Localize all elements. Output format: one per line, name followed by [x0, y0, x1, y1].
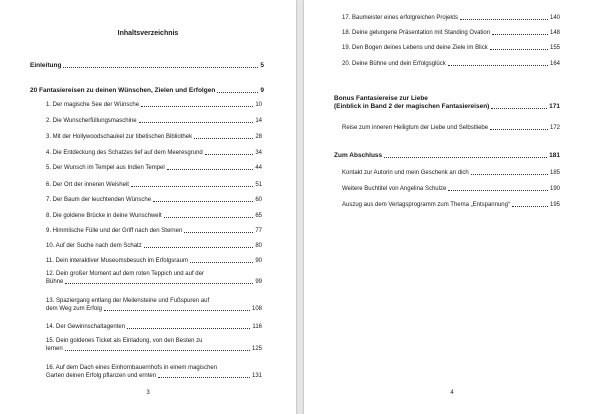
- toc-entry-page: 14: [255, 118, 262, 124]
- toc-entry[interactable]: [46, 270, 262, 286]
- dot-leader: [491, 108, 547, 109]
- dot-leader: [512, 206, 548, 207]
- toc-entry[interactable]: [342, 44, 560, 52]
- dot-leader: [63, 67, 258, 68]
- toc-entry[interactable]: [46, 164, 262, 172]
- toc-entry-page: 185: [549, 170, 560, 176]
- toc-entry[interactable]: [46, 364, 262, 380]
- dot-leader: [492, 34, 548, 35]
- page-number: 4: [450, 390, 454, 396]
- toc-entry-page: 65: [255, 213, 262, 219]
- dot-leader: [384, 157, 547, 158]
- dot-leader: [217, 92, 258, 93]
- toc-entry[interactable]: [342, 124, 560, 132]
- toc-entry[interactable]: [46, 181, 262, 189]
- toc-entry-title: 20 Fantasiereisen zu deinen Wünschen, Zielen und Erfolgen: [30, 87, 216, 94]
- toc-entry-title: 5. Der Wunsch im Tempel aus Indien Tempel: [46, 165, 165, 171]
- toc-entry[interactable]: [342, 185, 560, 193]
- toc-entry-page: 172: [549, 125, 560, 131]
- toc-entry[interactable]: [46, 117, 262, 125]
- toc-entry[interactable]: [46, 212, 262, 220]
- dot-leader: [194, 138, 253, 139]
- dot-leader: [65, 283, 253, 284]
- dot-leader: [190, 262, 253, 263]
- toc-entry-einleitung[interactable]: [30, 62, 264, 70]
- toc-entry-title-cont: Bühne: [46, 279, 64, 285]
- dot-leader: [139, 122, 254, 123]
- toc-entry-title: Weitere Buchtitel von Angelina Schulze: [342, 186, 447, 192]
- toc-entry-page: 155: [549, 45, 560, 51]
- toc-entry-page: 10: [255, 102, 262, 108]
- toc-entry-page: 34: [255, 150, 262, 156]
- toc-entry[interactable]: [46, 323, 262, 331]
- dot-leader: [144, 247, 254, 248]
- toc-entry-bonus[interactable]: [334, 95, 560, 111]
- toc-entry-page: 148: [549, 30, 560, 36]
- toc-entry-title: 11. Dein interaktiver Museumsbesuch im Erfolgsraum: [46, 258, 188, 264]
- toc-entry-page: 9: [260, 87, 264, 94]
- right-page: [304, 0, 600, 414]
- toc-entry-page: 44: [255, 165, 262, 171]
- toc-entry-page: 164: [549, 61, 560, 67]
- toc-entry-page: 171: [549, 103, 560, 110]
- dot-leader: [131, 186, 253, 187]
- dot-leader: [65, 350, 250, 351]
- toc-entry[interactable]: [46, 227, 262, 235]
- dot-leader: [104, 310, 250, 311]
- toc-entry-page: 108: [251, 306, 262, 312]
- toc-entry-page: 90: [255, 258, 262, 264]
- toc-entry-title-cont: Garten deinen Erfolg pflanzen und ernten: [46, 373, 157, 379]
- toc-entry-page: 28: [255, 134, 262, 140]
- toc-entry-page: 51: [255, 182, 262, 188]
- toc-entry-title: 15. Dein goldenes Ticket als Einladung, von den Besten zu: [46, 338, 203, 344]
- toc-entry-title: Einleitung: [30, 62, 62, 69]
- toc-entry[interactable]: [46, 257, 262, 265]
- dot-leader: [448, 65, 548, 66]
- toc-entry-title: Zum Abschluss: [334, 152, 383, 159]
- toc-entry-title: 4. Die Entdeckung des Schatzes tief auf dem Meeresgrund: [46, 150, 203, 156]
- toc-entry-title: 7. Der Baum der leuchtenden Wünsche: [46, 197, 152, 203]
- toc-entry-page: 190: [549, 186, 560, 192]
- toc-entry-page: 77: [255, 228, 262, 234]
- toc-entry-title-cont: dem Weg zum Erfolg: [46, 306, 102, 312]
- toc-entry[interactable]: [46, 149, 262, 157]
- toc-entry-title: Kontakt zur Autorin und mein Geschenk an dich: [342, 170, 469, 176]
- toc-section-main[interactable]: [30, 87, 264, 95]
- toc-entry-title: 18. Deine gelungene Präsentation mit Standing Ovation: [342, 30, 491, 36]
- dot-leader: [205, 154, 254, 155]
- dot-leader: [471, 174, 548, 175]
- toc-entry-title: Bonus Fantasiereise zur Liebe: [334, 95, 428, 102]
- toc-entry[interactable]: [342, 169, 560, 177]
- dot-leader: [127, 328, 250, 329]
- toc-entry[interactable]: [342, 60, 560, 68]
- toc-entry-title: 3. Mit der Hollywoodschaukel zur tibetischen Bibliothek: [46, 134, 193, 140]
- toc-entry-page: 80: [255, 243, 262, 249]
- toc-entry-title: 14. Der Gewinnschaltagenten: [46, 324, 126, 330]
- toc-entry[interactable]: [46, 196, 262, 204]
- left-page: [0, 0, 296, 414]
- toc-entry[interactable]: [46, 242, 262, 250]
- toc-entry-title: 20. Deine Bühne und dein Erfolgsglück: [342, 61, 446, 67]
- toc-entry-title: 9. Himmlische Fülle und der Griff nach den Sternen: [46, 228, 183, 234]
- dot-leader: [153, 201, 253, 202]
- toc-entry[interactable]: [342, 29, 560, 37]
- toc-entry-page: 140: [549, 15, 560, 21]
- toc-entry-title: Reise zum inneren Heiligtum der Liebe und Selbstliebe: [342, 125, 489, 131]
- dot-leader: [167, 169, 254, 170]
- toc-entry-title: 16. Auf dem Dach eines Einhornbauernhofs in einem magischen: [46, 365, 218, 371]
- toc-entry-title-cont: lernen: [46, 346, 63, 352]
- toc-entry-title: 10. Auf der Suche nach dem Schatz: [46, 243, 142, 249]
- dot-leader: [490, 129, 548, 130]
- toc-heading: Inhaltsverzeichnis: [117, 30, 179, 37]
- dot-leader: [158, 377, 250, 378]
- dot-leader: [141, 106, 253, 107]
- dot-leader: [164, 217, 254, 218]
- page-number: 3: [146, 390, 150, 396]
- dot-leader: [184, 232, 253, 233]
- toc-entry-title: 12. Dein großer Moment auf dem roten Teppich und auf der: [46, 271, 204, 277]
- dot-leader: [490, 49, 548, 50]
- toc-entry-page: 125: [251, 346, 262, 352]
- toc-entry-title: 6. Der Ort der inneren Weisheit: [46, 182, 129, 188]
- toc-entry[interactable]: [46, 297, 262, 313]
- toc-entry[interactable]: [46, 133, 262, 141]
- toc-entry[interactable]: [46, 337, 262, 353]
- toc-entry-title: Auszug aus dem Verlagsprogramm zum Thema „Entspannung“: [342, 202, 510, 208]
- toc-entry-title-cont: (Einblick in Band 2 der magischen Fantasiereisen): [334, 103, 490, 110]
- dot-leader: [448, 190, 548, 191]
- toc-entry-page: 60: [255, 197, 262, 203]
- toc-entry-abschluss[interactable]: [334, 152, 560, 160]
- toc-entry[interactable]: [342, 201, 560, 209]
- toc-entry-title: 19. Den Bogen deines Lebens und deine Ziele im Blick: [342, 45, 488, 51]
- toc-entry[interactable]: [46, 101, 262, 109]
- toc-entry-title: 13. Spaziergang entlang der Meilensteine und Fußspuren auf: [46, 298, 210, 304]
- toc-entry[interactable]: [342, 14, 560, 22]
- toc-entry-page: 181: [549, 152, 560, 159]
- toc-entry-title: 2. Die Wunscherfüllungsmaschine: [46, 118, 137, 124]
- dot-leader: [460, 19, 548, 20]
- toc-entry-page: 5: [260, 62, 264, 69]
- toc-entry-title: 1. Der magische See der Wünsche: [46, 102, 140, 108]
- toc-entry-title: 17. Baumeister eines erfolgreichen Projekts: [342, 15, 459, 21]
- toc-entry-page: 116: [252, 324, 262, 330]
- toc-entry-page: 131: [251, 373, 262, 379]
- toc-entry-title: 8. Die goldene Brücke in deine Wunschwelt: [46, 213, 162, 219]
- toc-entry-page: 99: [255, 279, 262, 285]
- toc-entry-page: 195: [549, 202, 560, 208]
